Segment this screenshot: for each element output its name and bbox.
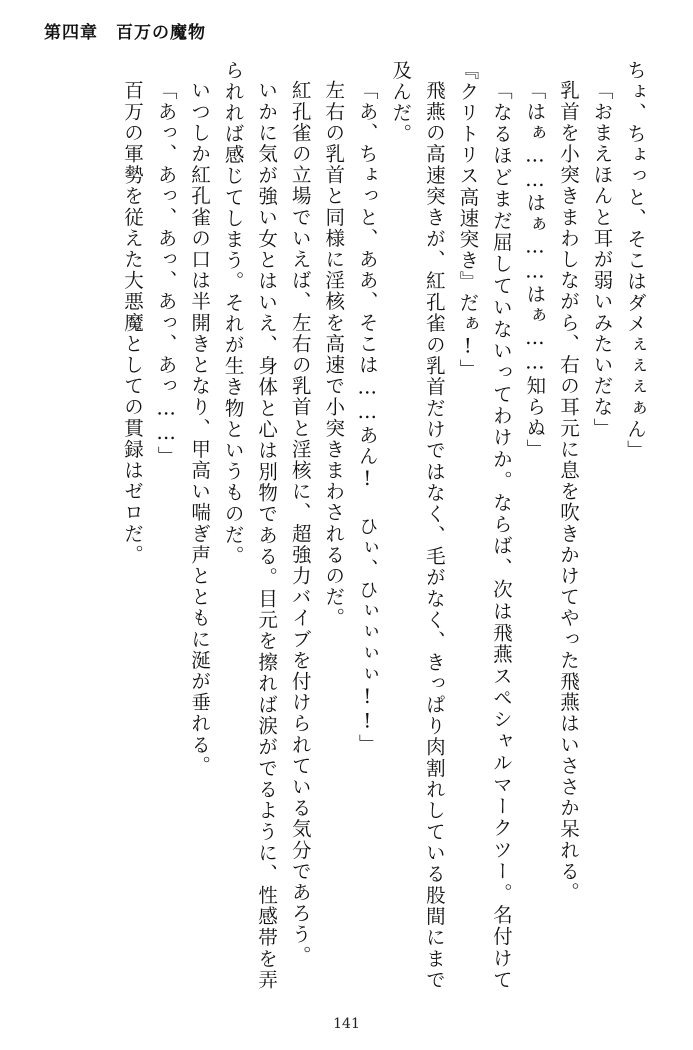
paragraph: いつしか紅孔雀の口は半開きとなり、甲高い喘ぎ声とともに涎が垂れる。 xyxy=(188,79,212,776)
chapter-number: 第四章 xyxy=(44,23,98,43)
body-text xyxy=(40,60,652,990)
page-number: 141 xyxy=(333,1016,360,1032)
paragraph: 乳首を小突きまわしながら、右の耳元に息を吹きかけてやった飛燕はいささか呆れる。 xyxy=(556,79,580,903)
paragraph: 「はぁ……はぁ……はぁ……知らぬ」 xyxy=(523,79,547,460)
paragraph: 左右の乳首と同様に淫核を高速で小突きまわされるのだ。 xyxy=(322,79,346,629)
paragraph: いかに気が強い女とはいえ、身体と心は別物である。目元を擦れば涙がでるように、性感帯を弄られれば感じてしまう。それが生き物というものだ。 xyxy=(221,60,279,990)
paragraph: 「あ、ちょっと、ああ、そこは……あん! ひぃ、ひぃぃぃぃ!!」 xyxy=(355,79,379,755)
paragraph: 紅孔雀の立場でいえば、左右の乳首と淫核に、超強力バイブを付けられている気分であろう。 xyxy=(288,79,312,966)
paragraph: 百万の軍勢を従えた大悪魔としての貫録はゼロだ。 xyxy=(121,79,145,565)
paragraph: 「あっ、あっ、あっ、あっ、あっ……」 xyxy=(154,79,178,467)
paragraph: 飛燕の高速突きが、紅孔雀の乳首だけではなく、毛がなく、きっぱり肉割れしている股間にまで及んだ。 xyxy=(389,60,446,990)
paragraph: 「なるほどまだ屈していないってわけか。ならば、次は飛燕スペシャルマークツー。名付けて『クリトリス高速突き』だぁ!」 xyxy=(456,60,513,990)
paragraph: 「おまえほんと耳が弱いみたいだな」 xyxy=(590,79,614,439)
page-header xyxy=(44,18,206,43)
chapter-title: 百万の魔物 xyxy=(116,23,206,43)
paragraph: ちょ、ちょっと、そこはダメぇぇぇぁん」 xyxy=(624,60,647,461)
